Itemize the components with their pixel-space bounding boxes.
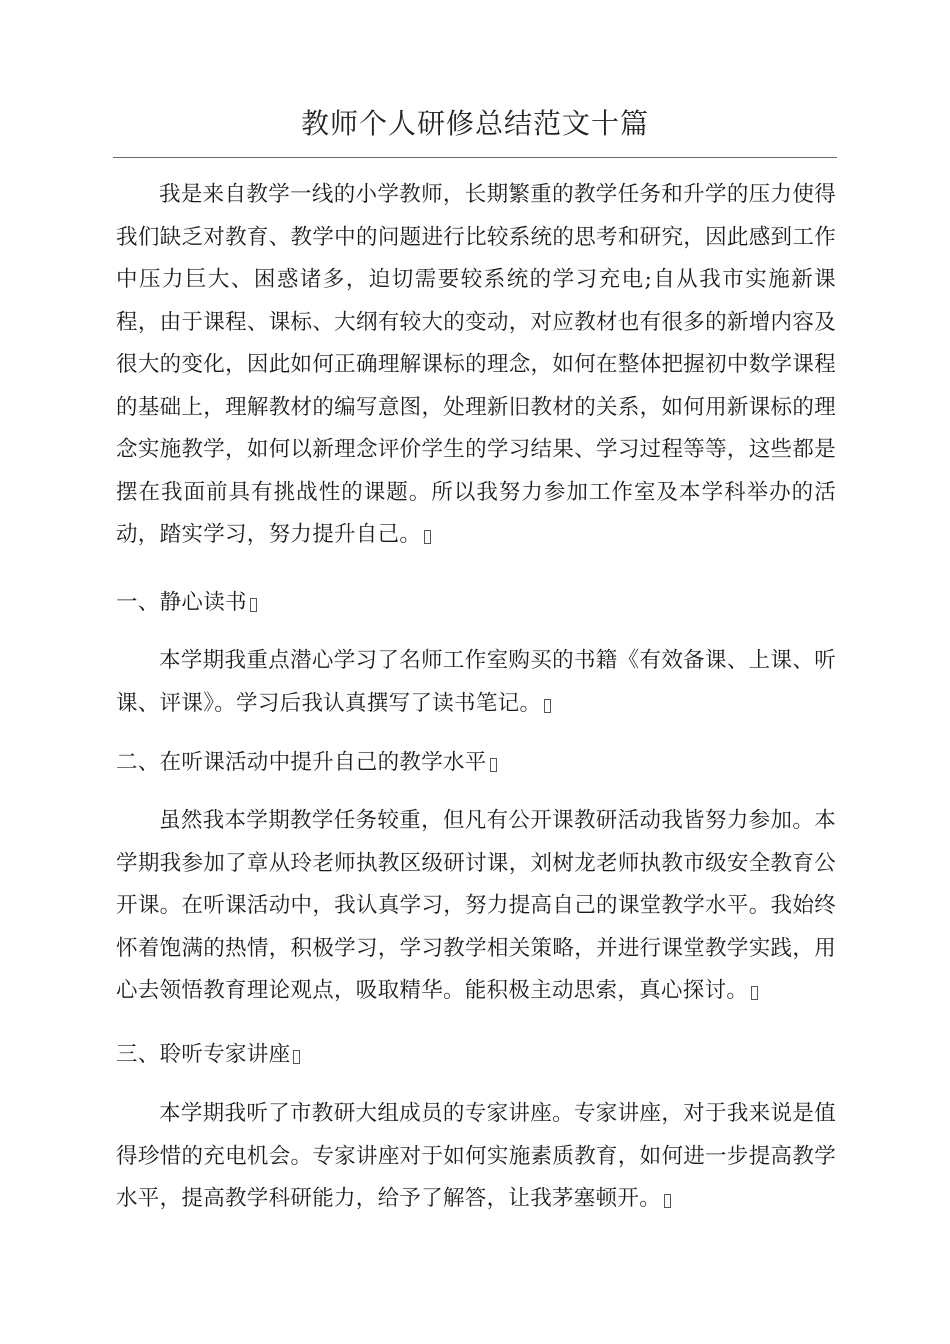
section-heading-lectures bbox=[116, 1034, 836, 1077]
section-heading-reading-text: 一、静心读书 bbox=[116, 590, 247, 615]
paragraph-reading bbox=[116, 640, 836, 725]
paragraph-reading-text: 本学期我重点潜心学习了名师工作室购买的书籍《有效备课、上课、听课、评课》。学习后我认真撰写了读书笔记。 bbox=[116, 648, 836, 716]
paragraph-mark-icon bbox=[490, 758, 497, 772]
paragraph-mark-icon bbox=[751, 986, 758, 1000]
paragraph-mark-icon bbox=[424, 530, 431, 544]
paragraph-mark-icon bbox=[544, 699, 551, 713]
paragraph-mark-icon bbox=[664, 1194, 671, 1208]
paragraph-intro-text: 我是来自教学一线的小学教师，长期繁重的教学任务和升学的压力使得我们缺乏对教育、教学中的问题进行比较系统的思考和研究，因此感到工作中压力巨大、困惑诸多，迫切需要较系统的学习充电;自从我市实施新课程，由于课程、课标、大纲有较大的变动，对应教材也有很多的新增内容及很大的变化，因此如何正确理解课标的理念，如何在整体把握初中数学课程的基础上，理解教材的编写意图，处理新旧教材的关系，如何用新课标的理念实施教学，如何以新理念评价学生的学习结果、学习过程等等，这些都是摆在我面前具有挑战性的课题。所以我努力参加工作室及本学科举办的活动，踏实学习，努力提升自己。 bbox=[116, 182, 836, 547]
paragraph-lectures bbox=[116, 1093, 836, 1221]
paragraph-lessons-text: 虽然我本学期教学任务较重，但凡有公开课教研活动我皆努力参加。本学期我参加了章从玲老师执教区级研讨课，刘树龙老师执教市级安全教育公开课。在听课活动中，我认真学习，努力提高自己的课堂教学水平。我始终怀着饱满的热情，积极学习，学习教学相关策略，并进行课堂教学实践，用心去领悟教育理论观点，吸取精华。能积极主动思索，真心探讨。 bbox=[116, 808, 836, 1003]
section-heading-lessons-text: 二、在听课活动中提升自己的教学水平 bbox=[116, 750, 487, 775]
paragraph-mark-icon bbox=[250, 598, 257, 612]
section-heading-lectures-text: 三、聆听专家讲座 bbox=[116, 1042, 291, 1067]
paragraph-mark-icon bbox=[293, 1050, 300, 1064]
section-heading-reading bbox=[116, 582, 836, 625]
paragraph-intro bbox=[116, 174, 836, 557]
paragraph-lectures-text: 本学期我听了市教研大组成员的专家讲座。专家讲座，对于我来说是值得珍惜的充电机会。专家讲座对于如何实施素质教育，如何进一步提高教学水平，提高教学科研能力，给予了解答，让我茅塞顿开。 bbox=[116, 1101, 836, 1211]
paragraph-lessons bbox=[116, 800, 836, 1013]
document-title: 教师个人研修总结范文十篇 bbox=[300, 107, 649, 140]
title-divider bbox=[113, 157, 837, 158]
section-heading-lessons bbox=[116, 742, 836, 785]
